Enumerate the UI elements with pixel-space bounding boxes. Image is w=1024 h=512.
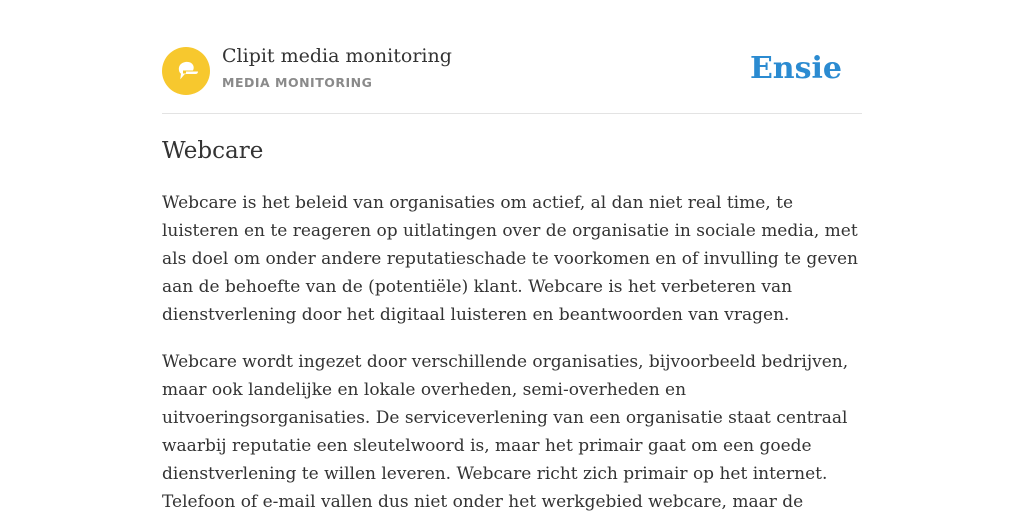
site-header bbox=[162, 0, 862, 114]
text-line: dienstverlening door het digitaal luisteren en beantwoorden van vragen. bbox=[162, 305, 790, 325]
text-line: luisteren en te reageren op uitlatingen over de organisatie in sociale media, met bbox=[162, 221, 858, 241]
paragraph bbox=[162, 189, 862, 329]
text-line: uitvoeringsorganisaties. De serviceverlening van een organisatie staat centraal bbox=[162, 408, 848, 428]
speech-bubble-icon bbox=[162, 47, 210, 95]
article-body bbox=[162, 189, 862, 512]
text-line: maar ook landelijke en lokale overheden, semi-overheden en bbox=[162, 380, 687, 400]
text-line: Webcare is het beleid van organisaties om actief, al dan niet real time, te bbox=[162, 193, 794, 213]
text-line: waarbij reputatie een sleutelwoord is, maar het primair gaat om een goede bbox=[162, 436, 812, 456]
site-title[interactable]: Clipit media monitoring bbox=[222, 45, 452, 67]
site-subtitle: MEDIA MONITORING bbox=[222, 75, 373, 90]
text-line: Telefoon of e-mail vallen dus niet onder het werkgebied webcare, maar de bbox=[162, 492, 804, 512]
text-line: als doel om onder andere reputatieschade te voorkomen en of invulling te geven bbox=[162, 249, 858, 269]
content-container bbox=[162, 0, 862, 512]
brand-logo[interactable]: Ensie bbox=[749, 51, 842, 86]
site-logo[interactable] bbox=[162, 47, 210, 95]
article-title: Webcare bbox=[162, 138, 264, 164]
text-line: Webcare wordt ingezet door verschillende organisaties, bijvoorbeeld bedrijven, bbox=[162, 352, 849, 372]
text-line: dienstverlening te willen leveren. Webcare richt zich primair op het internet. bbox=[162, 464, 828, 484]
paragraph bbox=[162, 348, 862, 512]
text-line: aan de behoefte van de (potentiële) klant. Webcare is het verbeteren van bbox=[162, 277, 793, 297]
